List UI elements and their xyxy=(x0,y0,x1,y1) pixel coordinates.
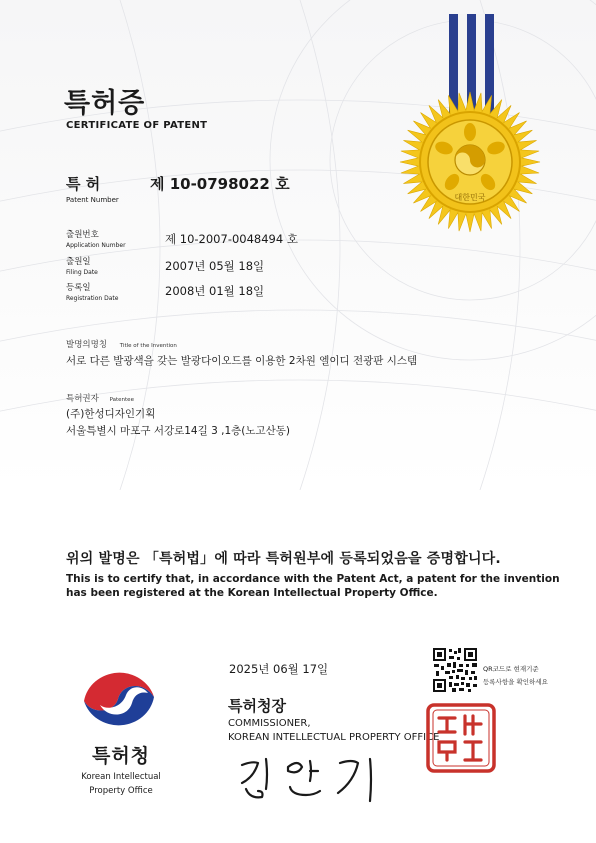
kipo-name-en-line1: Korean Intellectual xyxy=(81,772,161,782)
filing-date-label: 출원일 xyxy=(66,257,91,267)
patent-number-label-en: Patent Number xyxy=(66,196,119,204)
application-number-label: 출원번호 xyxy=(66,230,99,240)
qr-note-line1: QR코드로 현재기준 xyxy=(483,665,539,673)
filing-date-value: 2007년 05월 18일 xyxy=(165,259,265,273)
registration-date-label: 등록일 xyxy=(66,283,91,293)
kipo-name-en-line2: Property Office xyxy=(89,786,153,796)
patentee-label xyxy=(66,392,134,404)
registration-date-label-en: Registration Date xyxy=(66,295,119,302)
official-red-seal xyxy=(425,702,497,774)
kipo-taegeuk-logo xyxy=(78,661,162,735)
commissioner-signature xyxy=(236,755,386,803)
patentee-address: 서울특별시 마포구 서강로14길 3 ,1층(노고산동) xyxy=(66,425,291,437)
filing-date-label-en: Filing Date xyxy=(66,269,98,276)
patentee-label-ko: 특허권자 xyxy=(66,394,99,404)
invention-title-label-ko: 발명의명칭 xyxy=(66,340,108,350)
certification-statement-ko: 위의 발명은 「특허법」에 따라 특허원부에 등록되었음을 증명합니다. xyxy=(66,551,501,567)
gold-medal-seal xyxy=(396,88,544,236)
certification-statement-en-line1: This is to certify that, in accordance with the Patent Act, a patent for the invention xyxy=(66,573,560,585)
patent-number-value: 제 10-0798022 호 xyxy=(150,175,290,193)
invention-title-label-en: Title of the Invention xyxy=(119,343,177,349)
qr-note-line2: 등록사항을 확인하세요 xyxy=(483,678,548,686)
medal-text: 대한민국 xyxy=(454,193,486,202)
patentee-name: (주)한성디자인기획 xyxy=(66,408,156,420)
commissioner-title-en-line2: KOREAN INTELLECTUAL PROPERTY OFFICE xyxy=(228,732,440,743)
invention-title-label xyxy=(66,338,177,350)
application-number-value: 제 10-2007-0048494 호 xyxy=(165,232,298,246)
certificate-title: 특허증 xyxy=(64,88,146,119)
application-number-label-en: Application Number xyxy=(66,242,126,249)
commissioner-title-en-line1: COMMISSIONER, xyxy=(228,718,311,729)
issue-date: 2025년 06월 17일 xyxy=(229,662,329,676)
patentee-label-en: Patentee xyxy=(109,397,134,403)
patent-number-label: 특 허 xyxy=(66,175,101,193)
commissioner-title-ko: 특허청장 xyxy=(228,697,286,715)
certificate-title-en: CERTIFICATE OF PATENT xyxy=(66,120,208,131)
qr-code[interactable] xyxy=(432,647,478,693)
invention-title-value: 서로 다른 발광색을 갖는 발광다이오드를 이용한 2차원 엘이디 전광판 시스템 xyxy=(66,355,418,367)
certification-statement-en-line2: has been registered at the Korean Intellectual Property Office. xyxy=(66,587,438,599)
kipo-name-ko: 특허청 xyxy=(91,745,151,767)
registration-date-value: 2008년 01월 18일 xyxy=(165,284,265,298)
